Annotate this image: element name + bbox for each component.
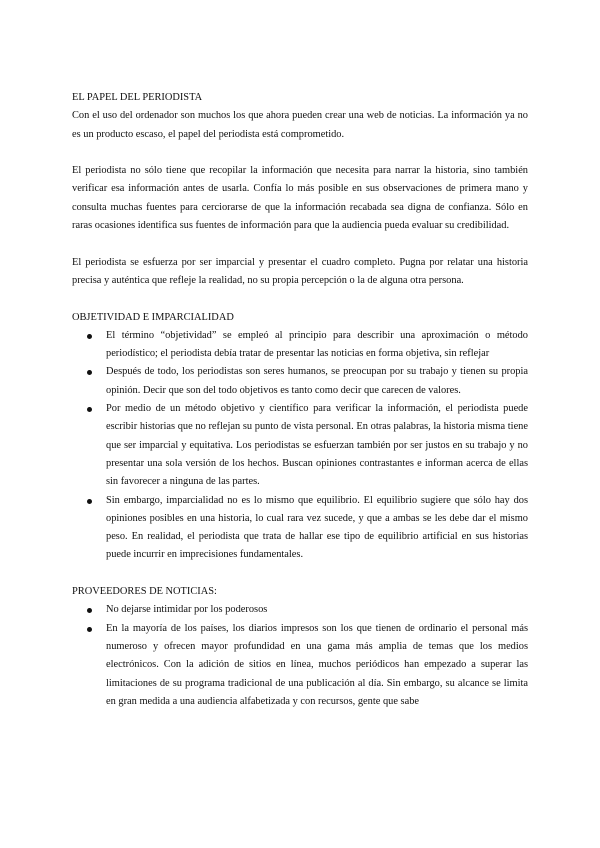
paragraph-intro: Con el uso del ordenador son muchos los que ahora pueden crear una web de noticias. La información ya no es un producto escaso, el papel del periodista está comprometido. xyxy=(72,110,528,140)
list-item xyxy=(72,363,528,400)
bullet-icon xyxy=(87,608,92,613)
section-heading-providers: PROVEEDORES DE NOTICIAS: xyxy=(72,586,217,598)
list-item xyxy=(72,400,528,491)
document-body xyxy=(72,89,528,711)
paragraph-gap xyxy=(72,144,528,162)
list-item-text: Después de todo, los periodistas son seres humanos, se preocupan por su trabajo y tienen su propia opinión. Decir que son del todo objetivos es tanto como decir que carecen de valores. xyxy=(106,366,528,396)
list-item xyxy=(72,601,528,619)
paragraph-gap xyxy=(72,290,528,308)
bullet-icon xyxy=(87,407,92,412)
list-item-text: En la mayoría de los países, los diarios impresos son los que tienen de ordinario el personal más numeroso y ofrecen mayor profundidad en una gama más amplia de temas que los medios electrónicos. Con la adición de sitios en línea, muchos periódicos han empezado a superar las limitaciones de su programa tradicional de una publicación al día. Sin embargo, su alcance se limita en gran medida a una audiencia alfabetizada y con recursos, gente que sabe xyxy=(106,622,528,707)
providers-list xyxy=(72,601,528,711)
list-item-text: No dejarse intimidar por los poderosos xyxy=(106,604,268,616)
list-item-text: El término “objetividad” se empleó al principio para describir una aproximación o método periodístico; el periodista debía tratar de presentar las noticias en forma objetiva, sin reflejar xyxy=(106,329,528,360)
bullet-icon xyxy=(87,499,92,504)
list-item-text: Sin embargo, imparcialidad no es lo mismo que equilibrio. El equilibrio sugiere que sólo hay dos opiniones posibles en una historia, lo cual rara vez sucede, y que a ambas se les debe dar el mismo peso. En realidad, el periodista que trata de hallar ese tipo de equilibrio artificial en sus historias puede incurrir en imprecisiones fundamentales. xyxy=(106,494,528,561)
list-item xyxy=(72,327,528,364)
list-item xyxy=(72,620,528,711)
list-item xyxy=(72,492,528,565)
paragraph-verification: El periodista no sólo tiene que recopilar la información que necesita para narrar la historia, sino también verificar esa información antes de usarla. Confía lo más posible en sus observaciones de primera mano y consulta muchas fuentes para cerciorarse de que la información recabada sea digna de confianza. Sólo en raras ocasiones identifica sus fuentes de información para que la audiencia pueda evaluar su credibilidad. xyxy=(72,165,528,232)
section-heading-objectivity: OBJETIVIDAD E IMPARCIALIDAD xyxy=(72,311,234,323)
bullet-icon xyxy=(87,334,92,339)
objectivity-list xyxy=(72,327,528,565)
section-gap xyxy=(72,565,528,583)
document-title: EL PAPEL DEL PERIODISTA xyxy=(72,92,203,103)
list-item-text: Por medio de un método objetivo y científico para verificar la información, el periodista puede escribir historias que no reflejan su punto de vista personal. En otras palabras, la historia misma tiene que ser imparcial y equitativa. Los periodistas se esfuerzan también por ser justos en su trabajo y no presentar una sola versión de los hechos. Buscan opiniones contrastantes e informan acerca de ellas sin favorecer a ninguna de las partes. xyxy=(106,403,528,488)
paragraph-gap xyxy=(72,235,528,253)
bullet-icon xyxy=(87,627,92,632)
paragraph-impartiality: El periodista se esfuerza por ser imparcial y presentar el cuadro completo. Pugna por relatar una historia precisa y auténtica que refleje la realidad, no su propia percepción o la de alguna otra persona. xyxy=(72,256,528,286)
bullet-icon xyxy=(87,370,92,375)
